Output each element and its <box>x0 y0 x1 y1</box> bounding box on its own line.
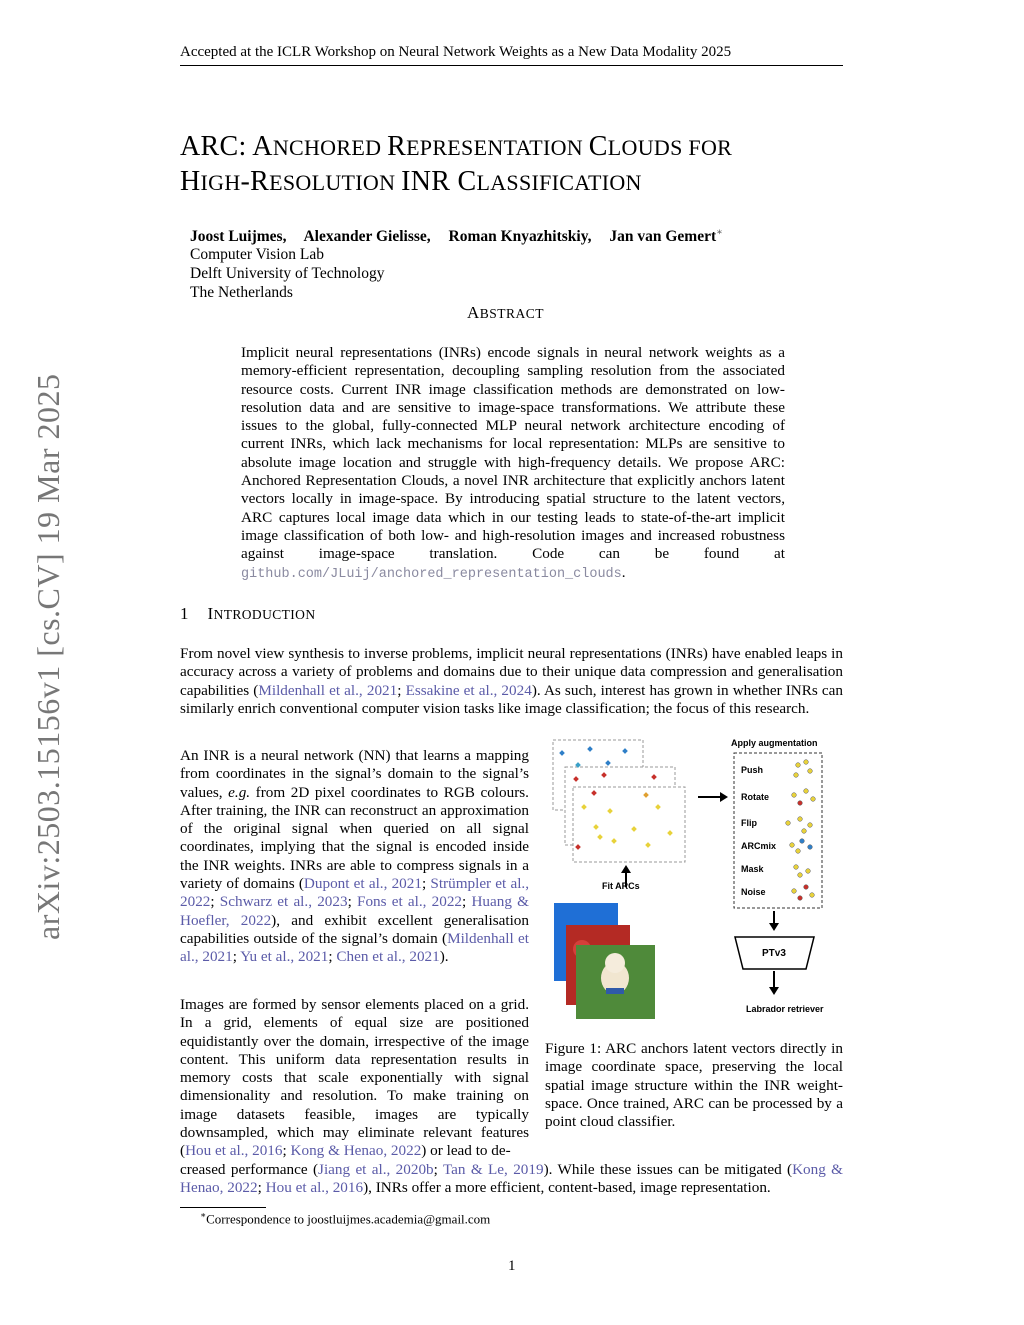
affiliation-line: Computer Vision Lab <box>190 246 324 263</box>
section-heading: 1 INTRODUCTION <box>180 604 316 623</box>
citation-link[interactable]: Hou et al., 2016 <box>185 1142 283 1160</box>
point-cloud-frame <box>573 787 685 862</box>
fit-arcs-label: Fit ARCs <box>602 881 640 891</box>
arrow-head <box>769 987 779 995</box>
author: Joost Luijmes, <box>190 228 287 246</box>
author: Alexander Gielisse, <box>303 228 431 246</box>
apply-augmentation-label: Apply augmentation <box>731 738 818 748</box>
title-line-1: ARC: ANCHORED REPRESENTATION CLOUDS FOR <box>180 131 733 162</box>
intro-paragraph-2: An INR is a neural network (NN) that learns a mapping from coordinates in the signal’s domain to the signal’s values, e.g. from 2D pixel coordinates to RGB colours. After training, the INR can reconstruct an approximation of the original signal when queried on all signal coordinates, implying that the signal is encoded inside the INR weights. INRs are able to compress signals in a variety of domains (Dupont et al., 2021; Strümpler et al., 2022; Schwarz et al., 2023; Fons et al., 2022; Huang & Hoefler, 2022), and exhibit excellent generalisation capabilities outside of the signal’s domain (Mildenhall et al., 2021; Yu et al., 2021; Chen et al., 2021). <box>180 747 530 966</box>
augmentation-mask: Mask <box>741 864 764 874</box>
citation-link[interactable]: Hou et al., 2016 <box>265 1179 364 1197</box>
code-link[interactable]: github.com/JLuij/anchored_representation_clouds <box>241 566 622 582</box>
title-line-2: HIGH-RESOLUTION INR CLASSIFICATION <box>180 166 642 197</box>
arrow-head <box>720 792 728 802</box>
dog-bandana <box>606 988 624 994</box>
footnote-rule <box>180 1207 266 1208</box>
citation-link[interactable]: Yu et al., 2021 <box>240 948 329 966</box>
author-mark: ∗ <box>716 227 723 238</box>
augmentation-noise: Noise <box>741 887 766 897</box>
affiliation-line: The Netherlands <box>190 284 293 301</box>
affiliation-line: Delft University of Technology <box>190 265 385 282</box>
author: Jan van Gemert <box>609 228 717 246</box>
running-header: Accepted at the ICLR Workshop on Neural Network Weights as a New Data Modality 2025 <box>180 44 732 60</box>
intro-paragraph-1: From novel view synthesis to inverse problems, implicit neural representations (INRs) have enabled leaps in accuracy across a variety of problems and domains due to their unique data compression and generalisation capabilities (Mildenhall et al., 2021; Essakine et al., 2024). As such, interest has grown in whether INRs can similarly enrich conventional computer vision tasks like image classification; the focus of this research. <box>180 645 843 717</box>
augmentation-box <box>734 753 822 908</box>
abstract-body: Implicit neural representations (INRs) encode signals in neural network weights as a memory-efficient representation, decoupling sampling resolution from the associated resource costs. Current INR image classification methods are demonstrated on low-resolution data and are sensitive to image-space transformations. We attribute these issues to the global, fully-connected MLP neural network architecture encoding of current INRs, which lack mechanisms for local representation: MLPs are sensitive to absolute image location and struggle with high-frequency details. We propose ARC: Anchored Representation Clouds, a novel INR architecture that explicitly anchors latent vectors locally in image-space. By introducing spatial structure to the latent vectors, ARC captures local image data which in our testing leads to state-of-the-art implicit image classification of both low- and high-resolution images and increased robustness against image-space translation. Code can be found at github.com/JLuij/anchored_representation_clouds. <box>241 344 785 582</box>
header-rule <box>180 65 843 66</box>
prediction-label: Labrador retriever <box>746 1004 824 1014</box>
arxiv-identifier: arXiv:2503.15156v1 [cs.CV] 19 Mar 2025 <box>30 373 66 940</box>
augmentation-push: Push <box>741 765 764 775</box>
citation-link[interactable]: Chen et al., 2021 <box>336 948 440 966</box>
intro-paragraph-3: Images are formed by sensor elements placed on a grid. In a grid, elements of equal size are positioned equidistantly over the domain, irrespective of the image content. This uniform data representation results in memory costs that scale exponentially with signal dimensionality and resolution. To make training on image datasets feasible, images are typically downsampled, which may eliminate relevant features (Hou et al., 2016; Kong & Henao, 2022) or lead to de- <box>180 996 529 1160</box>
citation-link[interactable]: Kong & Henao, 2022 <box>180 1161 843 1197</box>
citation-link[interactable]: Schwarz et al., 2023 <box>219 893 348 911</box>
intro-paragraph-3-continued: creased performance (Jiang et al., 2020b; Tan & Le, 2019). While these issues can be mitigated (Kong & Henao, 2022; Hou et al., 2016), INRs offer a more efficient, content-based, image representation. <box>180 1161 843 1197</box>
ptv3-label: PTv3 <box>762 948 786 959</box>
augmentation-arcmix: ARCmix <box>741 841 777 851</box>
citation-link[interactable]: Jiang et al., 2020b <box>318 1161 434 1178</box>
abstract-heading: ABSTRACT <box>467 303 545 322</box>
dog-head <box>605 953 625 973</box>
author-list <box>190 227 723 246</box>
citation-link[interactable]: Dupont et al., 2021 <box>303 875 422 893</box>
figure-1-diagram <box>548 735 848 1020</box>
augmentation-rotate: Rotate <box>741 792 770 802</box>
arrow-head <box>621 865 631 873</box>
figure-1 <box>548 735 848 1020</box>
citation-link[interactable]: Essakine et al., 2024 <box>405 681 532 699</box>
citation-link[interactable]: Mildenhall et al., 2021 <box>180 929 529 966</box>
arrow-head <box>769 923 779 931</box>
citation-link[interactable]: Strümpler et al., 2022 <box>180 875 530 911</box>
augmentation-flip: Flip <box>741 818 757 828</box>
page-number: 1 <box>508 1258 516 1274</box>
footnote: ∗Correspondence to joostluijmes.academia@gmail.com <box>200 1210 491 1227</box>
author: Roman Knyazhitskiy, <box>448 228 592 246</box>
citation-link[interactable]: Mildenhall et al., 2021 <box>258 681 398 699</box>
citation-link[interactable]: Kong & Henao, 2022 <box>290 1142 422 1160</box>
paper-title <box>180 130 843 200</box>
figure-caption: Figure 1: ARC anchors latent vectors directly in image coordinate space, preserving the local spatial image structure within the INR weight-space. Once trained, ARC can be processed by a point cloud classifier. <box>545 1040 843 1131</box>
citation-link[interactable]: Huang & Hoefler, 2022 <box>180 893 529 929</box>
citation-link[interactable]: Tan & Le, 2019 <box>442 1161 544 1178</box>
citation-link[interactable]: Fons et al., 2022 <box>357 893 463 911</box>
